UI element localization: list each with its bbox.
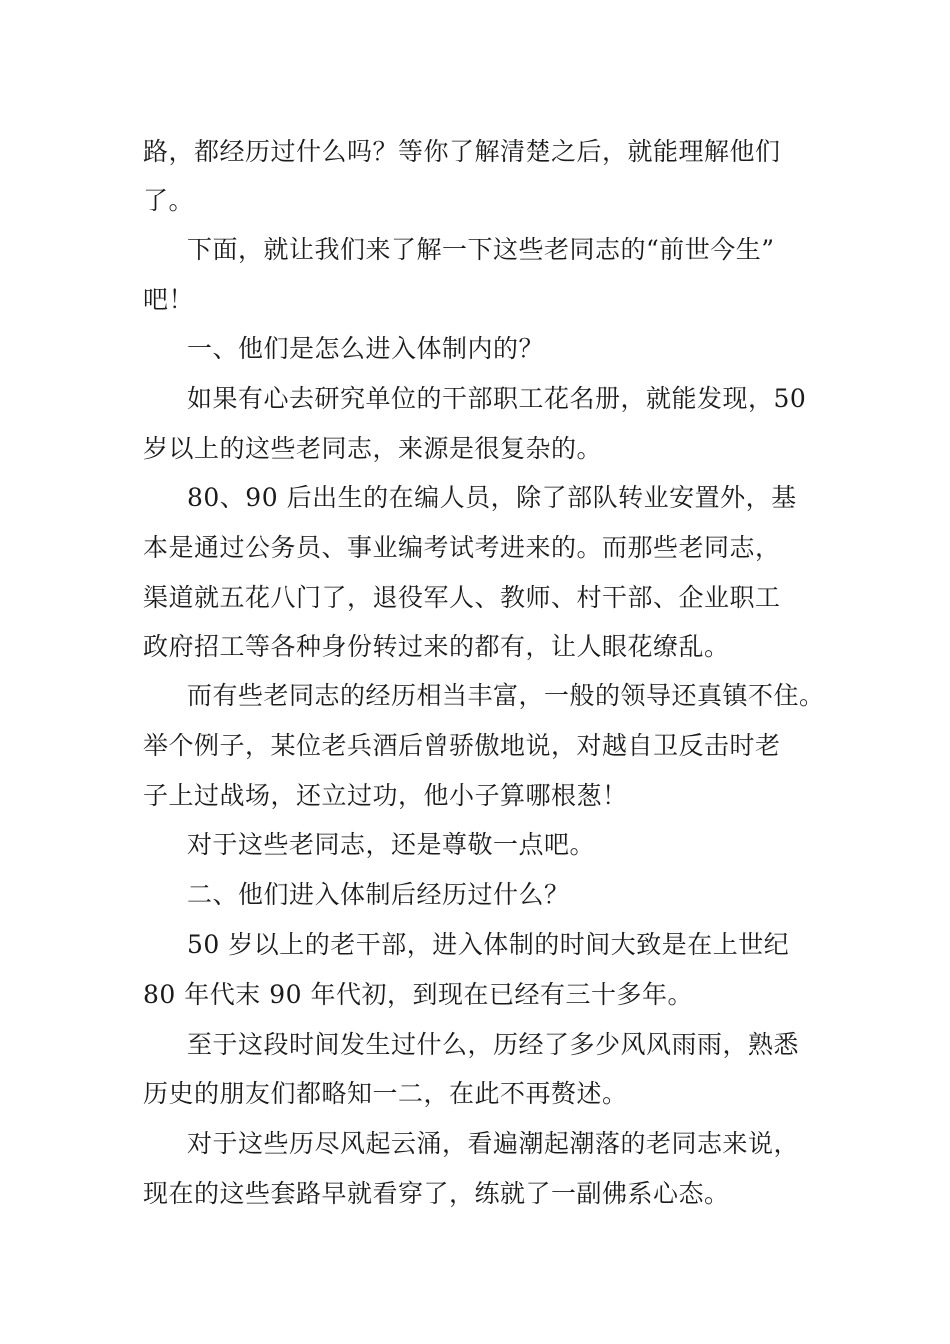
text-line: 路，都经历过什么吗？等你了解清楚之后，就能理解他们	[143, 137, 781, 166]
section-heading: 一、他们是怎么进入体制内的？	[187, 334, 545, 363]
text-line: 而有些老同志的经历相当丰富，一般的领导还真镇不住。	[187, 681, 825, 710]
text-line: 举个例子，某位老兵酒后曾骄傲地说，对越自卫反击时老	[143, 731, 781, 760]
text-line: 岁以上的这些老同志，来源是很复杂的。	[143, 434, 603, 463]
text-line: 本是通过公务员、事业编考试考进来的。而那些老同志，	[143, 533, 781, 562]
text-line: 历史的朋友们都略知一二，在此不再赘述。	[143, 1079, 628, 1108]
text-line: 80、90 后出生的在编人员，除了部队转业安置外，基	[187, 483, 797, 512]
text-line: 吧！	[143, 285, 195, 314]
text-line: 如果有心去研究单位的干部职工花名册，就能发现，50	[187, 384, 807, 413]
text-line: 政府招工等各种身份转过来的都有，让人眼花缭乱。	[143, 632, 730, 661]
text-line: 了。	[143, 186, 195, 215]
text-line: 对于这些历尽风起云涌，看遍潮起潮落的老同志来说，	[187, 1129, 800, 1158]
text-line: 至于这段时间发生过什么，历经了多少风风雨雨，熟悉	[187, 1030, 800, 1059]
text-line: 下面，就让我们来了解一下这些老同志的“前世今生”	[187, 235, 775, 264]
text-line: 对于这些老同志，还是尊敬一点吧。	[187, 830, 596, 859]
section-heading: 二、他们进入体制后经历过什么？	[187, 880, 570, 909]
text-line: 渠道就五花八门了，退役军人、教师、村干部、企业职工	[143, 583, 781, 612]
text-line: 子上过战场，还立过功，他小子算哪根葱！	[143, 781, 628, 810]
text-line: 80 年代末 90 年代初，到现在已经有三十多年。	[143, 980, 693, 1009]
text-line: 现在的这些套路早就看穿了，练就了一副佛系心态。	[143, 1179, 730, 1208]
text-line: 50 岁以上的老干部，进入体制的时间大致是在上世纪	[187, 930, 790, 959]
